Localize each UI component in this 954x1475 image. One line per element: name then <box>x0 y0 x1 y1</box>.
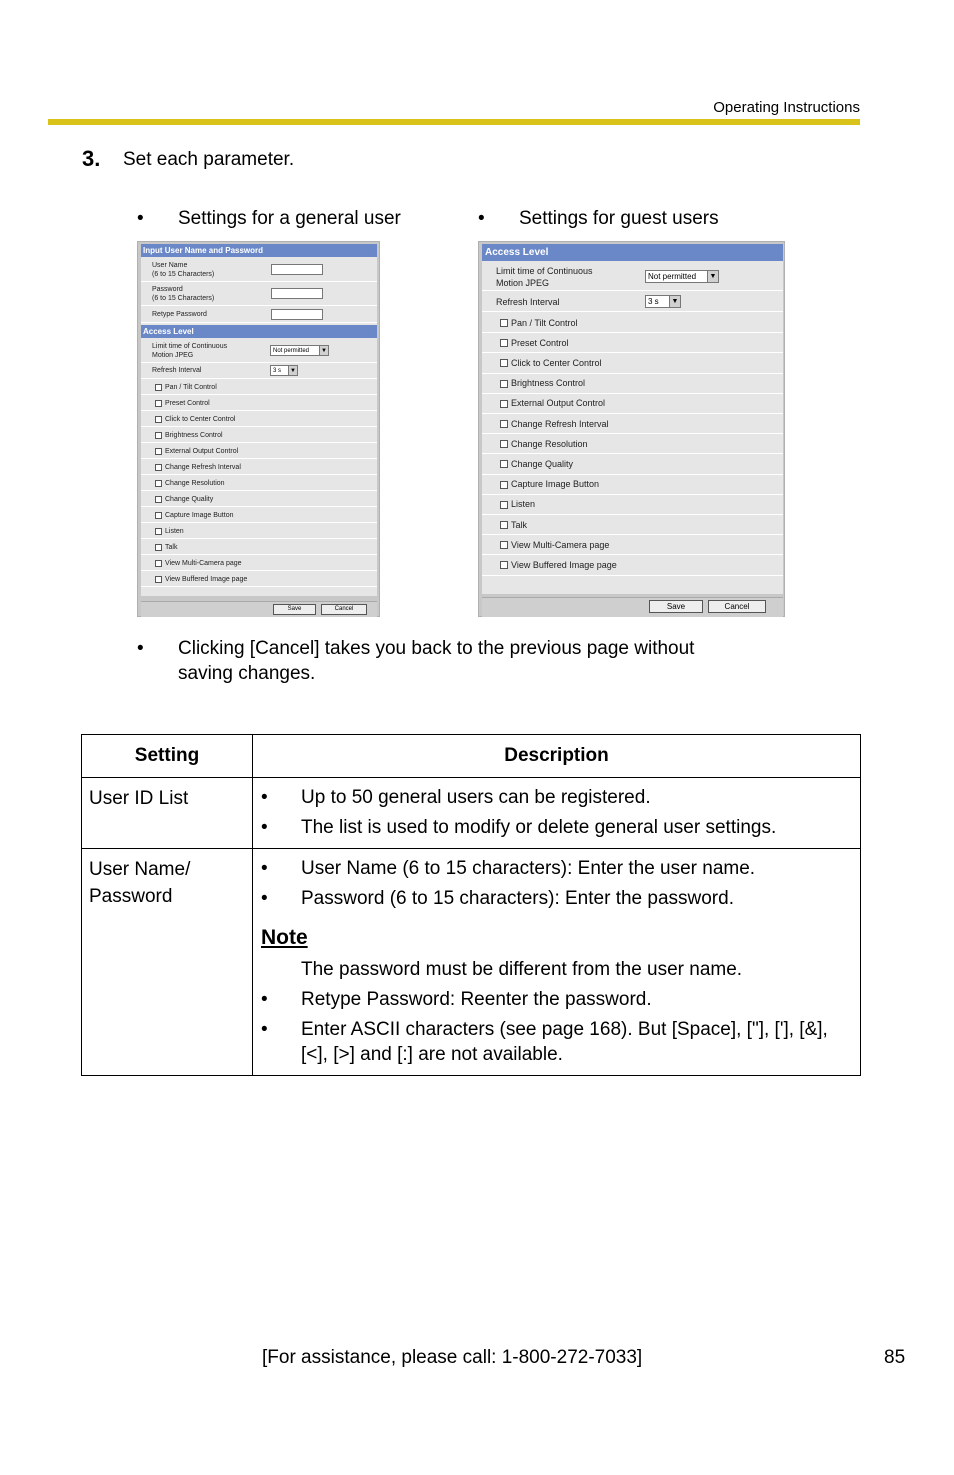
chevron-down-icon: ▼ <box>707 271 718 282</box>
setting-user-name-password <box>82 849 253 1076</box>
checkbox-row[interactable] <box>482 313 783 333</box>
checkbox-label: Brightness Control <box>165 431 223 439</box>
guest-cancel-button[interactable]: Cancel <box>708 600 766 613</box>
limit-time-label: Limit time of Continuous Motion JPEG <box>152 343 228 359</box>
table-row <box>82 778 861 849</box>
list-item-text: Up to 50 general users can be registered. <box>301 787 651 808</box>
section-title-user-password: Input User Name and Password <box>141 244 377 257</box>
general-user-settings-panel <box>137 241 380 617</box>
list-item: • User Name (6 to 15 characters): Enter the user name. <box>261 858 756 879</box>
checkbox[interactable] <box>500 521 508 529</box>
checkbox-row[interactable] <box>141 443 377 459</box>
checkbox-label: External Output Control <box>165 447 239 455</box>
list-item-text: Retype Password: Reenter the password. <box>301 989 652 1010</box>
checkbox-row[interactable] <box>141 475 377 491</box>
list-item-text: Password (6 to 15 characters): Enter the password. <box>301 888 734 909</box>
checkbox[interactable] <box>500 561 508 569</box>
checkbox-row[interactable] <box>141 459 377 475</box>
document-header-title: Operating Instructions <box>713 99 860 116</box>
list-item-text: Enter ASCII characters (see page 168). But [Space], ["], ['], [&], [<], [>] and [:] are not available. <box>301 1019 828 1065</box>
guest-refresh-interval-row <box>482 291 783 312</box>
list-item: • Password (6 to 15 characters): Enter the password. <box>261 888 734 909</box>
limit-time-row <box>141 339 377 363</box>
bullet-dot: • <box>478 208 485 229</box>
checkbox-label: Capture Image Button <box>511 479 600 490</box>
step-text: Set each parameter. <box>123 149 295 170</box>
checkbox[interactable] <box>155 416 162 423</box>
checkbox-label: Change Quality <box>165 495 214 503</box>
checkbox-row[interactable] <box>482 515 783 535</box>
save-button[interactable]: Save <box>273 604 316 615</box>
refresh-interval-row <box>141 363 377 379</box>
bullet-general-user <box>137 206 437 231</box>
checkbox-row[interactable] <box>141 395 377 411</box>
checkbox[interactable] <box>155 480 162 487</box>
checkbox[interactable] <box>155 528 162 535</box>
checkbox-row[interactable] <box>141 507 377 523</box>
checkbox[interactable] <box>500 541 508 549</box>
checkbox[interactable] <box>500 359 508 367</box>
list-item-text: User Name (6 to 15 characters): Enter the user name. <box>301 858 756 879</box>
bullet-guest-users <box>478 206 778 231</box>
limit-time-select[interactable] <box>270 345 329 356</box>
chevron-down-icon: ▼ <box>288 366 297 375</box>
checkbox[interactable] <box>155 432 162 439</box>
checkbox-row[interactable] <box>141 427 377 443</box>
bullet-cancel-note <box>137 636 837 686</box>
checkbox-label: Talk <box>511 519 528 530</box>
checkbox-label: View Buffered Image page <box>511 559 617 570</box>
bullet-dot: • <box>137 638 144 659</box>
guest-section-title-access-level: Access Level <box>482 244 783 261</box>
password-label: Password (6 to 15 Characters) <box>152 286 215 302</box>
header-rule <box>48 119 860 125</box>
checkbox-label: Click to Center Control <box>511 357 602 368</box>
checkbox-row[interactable] <box>141 491 377 507</box>
checkbox[interactable] <box>500 339 508 347</box>
checkbox-row[interactable] <box>141 555 377 571</box>
guest-limit-time-label: Limit time of Continuous Motion JPEG <box>496 266 593 288</box>
guest-refresh-interval-select[interactable] <box>645 295 681 308</box>
list-item: • Retype Password: Reenter the password. <box>261 989 652 1010</box>
table-row <box>82 849 861 1076</box>
checkbox-label: Pan / Tilt Control <box>165 383 217 391</box>
description-user-id-list <box>253 778 861 849</box>
checkbox-row[interactable] <box>141 539 377 555</box>
checkbox-label: Change Refresh Interval <box>511 418 609 429</box>
description-user-name-password <box>253 849 861 1076</box>
list-item: • Up to 50 general users can be registered. <box>261 787 651 808</box>
password-row <box>141 282 377 306</box>
checkbox-label: Pan / Tilt Control <box>511 317 578 328</box>
checkbox[interactable] <box>155 544 162 551</box>
header-description: Description <box>253 735 861 778</box>
guest-button-bar <box>482 597 783 617</box>
checkbox-row[interactable] <box>482 434 783 454</box>
checkbox-label: External Output Control <box>511 398 606 409</box>
checkbox[interactable] <box>500 481 508 489</box>
section-title-access-level: Access Level <box>141 325 377 338</box>
cancel-note-line-2: saving changes. <box>178 663 316 684</box>
checkbox[interactable] <box>155 496 162 503</box>
checkbox-row[interactable] <box>482 374 783 394</box>
checkbox[interactable] <box>500 460 508 468</box>
checkbox[interactable] <box>500 319 508 327</box>
note-text: The password must be different from the user name. <box>301 959 743 980</box>
checkbox-label: Capture Image Button <box>165 511 234 519</box>
checkbox-row[interactable] <box>141 379 377 395</box>
guest-limit-time-value: Not permitted <box>648 272 697 281</box>
checkbox-label: View Multi-Camera page <box>165 559 242 567</box>
checkbox[interactable] <box>155 400 162 407</box>
checkbox-label: Preset Control <box>165 399 210 407</box>
table-header-row <box>82 735 861 778</box>
guest-refresh-interval-value: 3 s <box>648 297 659 306</box>
checkbox[interactable] <box>500 420 508 428</box>
checkbox[interactable] <box>155 576 162 583</box>
checkbox-label: Change Resolution <box>165 479 225 487</box>
user-name-label: User Name (6 to 15 Characters) <box>152 262 215 278</box>
checkbox-row[interactable] <box>482 353 783 373</box>
checkbox-row[interactable] <box>482 555 783 575</box>
checkbox-row[interactable] <box>482 475 783 495</box>
checkbox-label: Preset Control <box>511 337 569 348</box>
checkbox-label: Listen <box>511 499 536 510</box>
checkbox-row[interactable] <box>482 394 783 414</box>
checkbox[interactable] <box>500 440 508 448</box>
password-input[interactable] <box>271 288 323 299</box>
checkbox[interactable] <box>500 380 508 388</box>
cancel-note-line-1: Clicking [Cancel] takes you back to the previous page without <box>178 638 695 659</box>
guest-limit-time-row <box>482 262 783 291</box>
page-number: 85 <box>884 1347 906 1368</box>
header-setting: Setting <box>82 735 253 778</box>
settings-description-table <box>81 734 861 1076</box>
list-item-text: The list is used to modify or delete general user settings. <box>301 817 777 838</box>
checkbox-row[interactable] <box>141 571 377 587</box>
list-item: • The list is used to modify or delete general user settings. <box>261 817 777 838</box>
guest-save-button[interactable]: Save <box>649 600 703 613</box>
limit-time-value: Not permitted <box>273 347 310 354</box>
checkbox-row[interactable] <box>482 333 783 353</box>
bullet-guest-users-text: Settings for guest users <box>519 208 719 229</box>
checkbox-label: Listen <box>165 527 184 535</box>
bullet-dot: • <box>137 208 144 229</box>
list-item: • Enter ASCII characters (see page 168). But [Space], ["], ['], [&], [<], [>] and [:] are not available. <box>261 1019 828 1065</box>
retype-password-row <box>141 306 377 323</box>
checkbox-label: Change Quality <box>511 458 574 469</box>
checkbox-label: Change Resolution <box>511 438 588 449</box>
general-button-bar <box>141 601 377 617</box>
checkbox-label: View Buffered Image page <box>165 575 248 583</box>
checkbox[interactable] <box>500 501 508 509</box>
user-name-row <box>141 258 377 282</box>
step-number: 3. <box>82 146 101 171</box>
refresh-interval-select[interactable] <box>270 365 298 376</box>
refresh-interval-label: Refresh Interval <box>152 367 202 374</box>
setting-line-1: User Name/ <box>89 859 191 880</box>
setting-user-id-list: User ID List <box>82 778 253 849</box>
checkbox[interactable] <box>155 384 162 391</box>
checkbox-label: Brightness Control <box>511 378 586 389</box>
refresh-interval-value: 3 s <box>273 367 282 374</box>
checkbox-row[interactable] <box>141 523 377 539</box>
guest-limit-time-select[interactable] <box>645 270 719 283</box>
cancel-button[interactable]: Cancel <box>321 604 367 615</box>
user-name-input[interactable] <box>271 264 323 275</box>
chevron-down-icon: ▼ <box>669 296 680 307</box>
checkbox[interactable] <box>155 448 162 455</box>
checkbox-row[interactable] <box>141 411 377 427</box>
footer-assistance: [For assistance, please call: 1-800-272-7033] <box>262 1347 643 1368</box>
checkbox-label: Talk <box>165 543 178 551</box>
checkbox[interactable] <box>155 464 162 471</box>
chevron-down-icon: ▼ <box>319 346 328 355</box>
bullet-general-user-text: Settings for a general user <box>178 208 401 229</box>
checkbox[interactable] <box>155 512 162 519</box>
guest-user-settings-panel <box>478 241 785 617</box>
checkbox-row[interactable] <box>482 495 783 515</box>
checkbox[interactable] <box>155 560 162 567</box>
setting-line-2: Password <box>89 886 173 907</box>
retype-password-input[interactable] <box>271 309 323 320</box>
note-heading: Note <box>261 926 308 949</box>
checkbox-row[interactable] <box>482 454 783 474</box>
checkbox-label: Change Refresh Interval <box>165 463 241 471</box>
checkbox-row[interactable] <box>482 535 783 555</box>
checkbox-label: View Multi-Camera page <box>511 539 610 550</box>
checkbox[interactable] <box>500 400 508 408</box>
guest-refresh-interval-label: Refresh Interval <box>496 297 560 307</box>
checkbox-label: Click to Center Control <box>165 415 236 423</box>
retype-password-label: Retype Password <box>152 311 207 318</box>
checkbox-row[interactable] <box>482 414 783 434</box>
